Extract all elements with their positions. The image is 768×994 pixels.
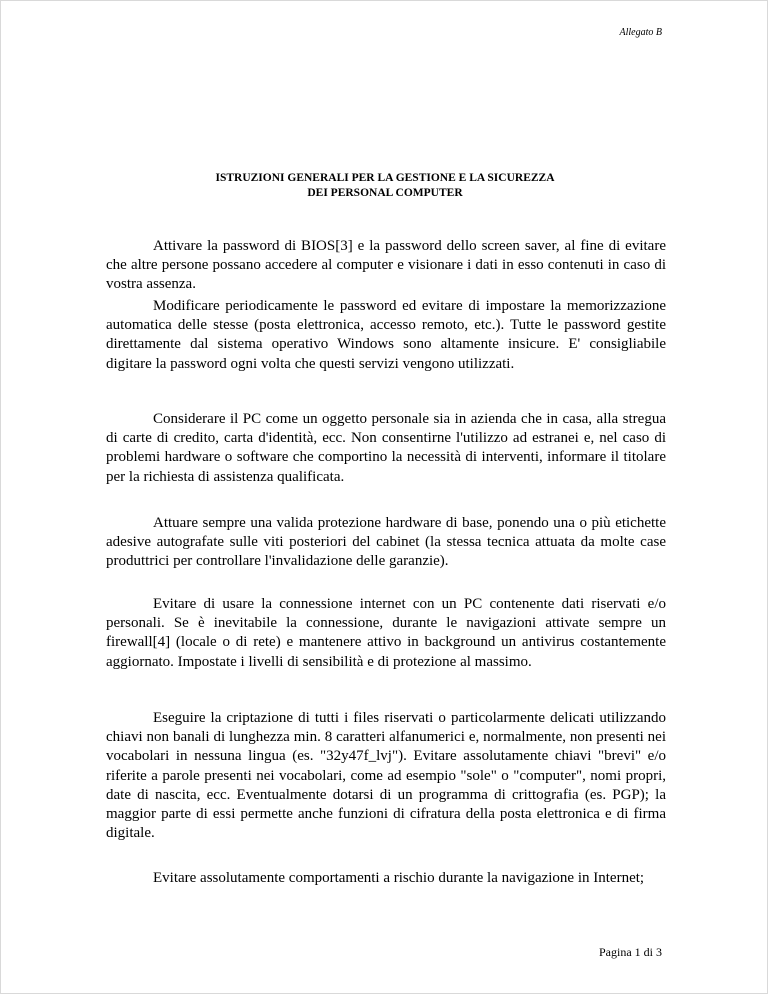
paragraph-hardware-protection: Attuare sempre una valida protezione hardware di base, ponendo una o più etichette adesive autografate sulle viti posteriori del cabinet (la stessa tecnica attuata da molte case produttrici per controllare l'invalidazione delle garanzie). [106,515,666,570]
paragraph-password-change: Modificare periodicamente le password ed evitare di impostare la memorizzazione automatica delle stesse (posta elettronica, accesso remoto, etc.). Tutte le password gestite direttamente dal sistema operativo Windows sono altamente insicure. E' consigliabile digitare la password ogni volta che questi servizi vengono utilizzati. [106,298,666,372]
title-line-1: ISTRUZIONI GENERALI PER LA GESTIONE E LA SICUREZZA [215,172,555,184]
document-title [1,171,768,201]
paragraph-internet-risk: Evitare assolutamente comportamenti a rischio durante la navigazione in Internet; [153,870,645,886]
paragraph-encryption: Eseguire la criptazione di tutti i files riservati o particolarmente delicati utilizzando chiavi non banali di lunghezza min. 8 caratteri alfanumerici e, normalmente, non presenti nei vocabolari in nessuna lingua (es. "32y47f_lvj"). Evitare assolutamente chiavi "brevi" e/o riferite a parole presenti nei vocabolari, come ad esempio "sole" o "computer", nomi propri, date di nascita, ecc. Eventualmente dotarsi di un programma di crittografia (es. PGP); la maggior parte di essi permette anche funzioni di cifratura della posta elettronica e di firma digitale. [106,710,666,842]
header-attachment-label: Allegato B [619,27,662,38]
page-number: Pagina 1 di 3 [599,945,662,959]
title-line-2: DEI PERSONAL COMPUTER [307,187,463,199]
paragraph-internet-connection: Evitare di usare la connessione internet con un PC contenente dati riservati e/o personali. Se è inevitabile la connessione, durante le navigazioni attivate sempre un firewall[4] (locale o di rete) e mantenere attivo in background un antivirus costantemente aggiornato. Impostate i livelli di sensibilità e di protezione al massimo. [106,596,666,670]
paragraph-personal-object: Considerare il PC come un oggetto personale sia in azienda che in casa, alla stregua di carte di credito, carta d'identità, ecc. Non consentirne l'utilizzo ad estranei e, nel caso di problemi hardware o software che comportino la necessità di interventi, informare il titolare per la richiesta di assistenza qualificata. [106,411,666,485]
paragraph-bios-password: Attivare la password di BIOS[3] e la password dello screen saver, al fine di evitare che altre persone possano accedere al computer e visionare i dati in esso contenuti in caso di vostra assenza. [106,238,666,293]
